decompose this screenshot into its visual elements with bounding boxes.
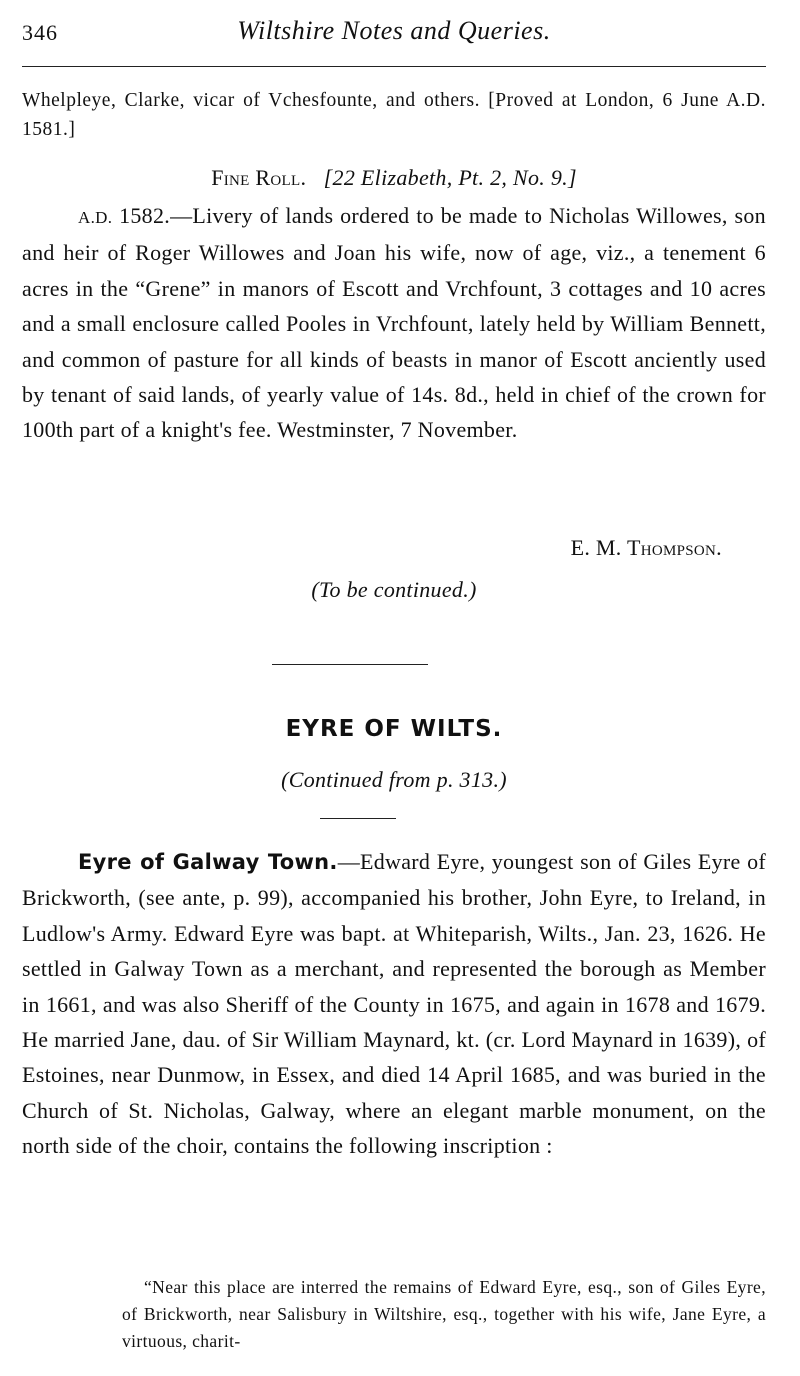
galway-body: —Edward Eyre, youngest son of Giles Eyre of Brickworth, (see ante, p. 99), accompanied his brother, John Eyre, to Ireland, in Ludlow's Army. Edward Eyre was bapt. at Whiteparish, Wilts., Jan. 23, 1626. He settled in Galway Town as a merchant, and represented the borough as Member in 1661, and was also Sheriff of the County in 1675, and again in 1678 and 1679. He married Jane, dau. of Sir William Maynard, kt. (cr. Lord Maynard in 1639), of Estoines, near Dunmow, in Essex, and died 14 April 1685, and was buried in the Church of St. Nicholas, Galway, where an elegant marble monument, on the north side of the choir, contains the following inscription : <box>22 849 766 1159</box>
fine-roll-entry <box>22 198 766 448</box>
fine-roll-paragraph <box>22 198 766 448</box>
continued-note-block <box>22 572 766 607</box>
header-rule <box>22 66 766 67</box>
galway-lead-heading: Eyre of Galway Town. <box>78 850 338 874</box>
continuation-block <box>22 86 766 144</box>
article-title-block <box>22 716 766 742</box>
article-title: EYRE OF WILTS. <box>285 716 503 742</box>
page-number: 346 <box>22 20 58 45</box>
section-divider-rule <box>272 664 428 665</box>
continued-from-block <box>22 762 766 797</box>
running-head <box>22 14 766 48</box>
signature-block <box>22 530 766 565</box>
continued-from-note: (Continued from p. 313.) <box>281 767 507 792</box>
fine-roll-heading <box>22 160 766 195</box>
title-underline-rule <box>320 818 396 819</box>
signature: E. M. Thompson. <box>570 535 722 560</box>
fine-roll-reference: [22 Elizabeth, Pt. 2, No. 9.] <box>323 165 577 190</box>
fine-roll-ad: A.D. <box>78 208 113 227</box>
page <box>22 0 766 1376</box>
continuation-text: Whelpleye, Clarke, vicar of Vchesfounte, and others. [Proved at London, 6 June A.D. 1581.] <box>22 90 766 140</box>
fine-roll-label: Fine Roll. <box>211 165 307 190</box>
galway-paragraph <box>22 844 766 1164</box>
to-be-continued-note: (To be continued.) <box>311 577 477 602</box>
fine-roll-body: 1582.—Livery of lands ordered to be made to Nicholas Willowes, son and heir of Roger Willowes and Joan his wife, now of age, viz., a tenement 6 acres in the “Grene” in manors of Escott and Vrchfount, 3 cottages and 10 acres and a small enclosure called Pooles in Vrchfount, lately held by William Bennett, and common of pasture for all kinds of beasts in manor of Escott anciently used by tenant of said lands, of yearly value of 14s. 8d., held in chief of the crown for 100th part of a knight's fee. Westminster, 7 November. <box>22 203 766 443</box>
inscription-quote: “Near this place are interred the remains of Edward Eyre, esq., son of Giles Eyre, of Brickworth, near Salisbury in Wiltshire, esq., together with his wife, Jane Eyre, a virtuous, charit- <box>122 1277 766 1351</box>
journal-title: Wiltshire Notes and Queries. <box>237 16 551 45</box>
inscription-block <box>122 1274 766 1355</box>
galway-entry <box>22 844 766 1164</box>
